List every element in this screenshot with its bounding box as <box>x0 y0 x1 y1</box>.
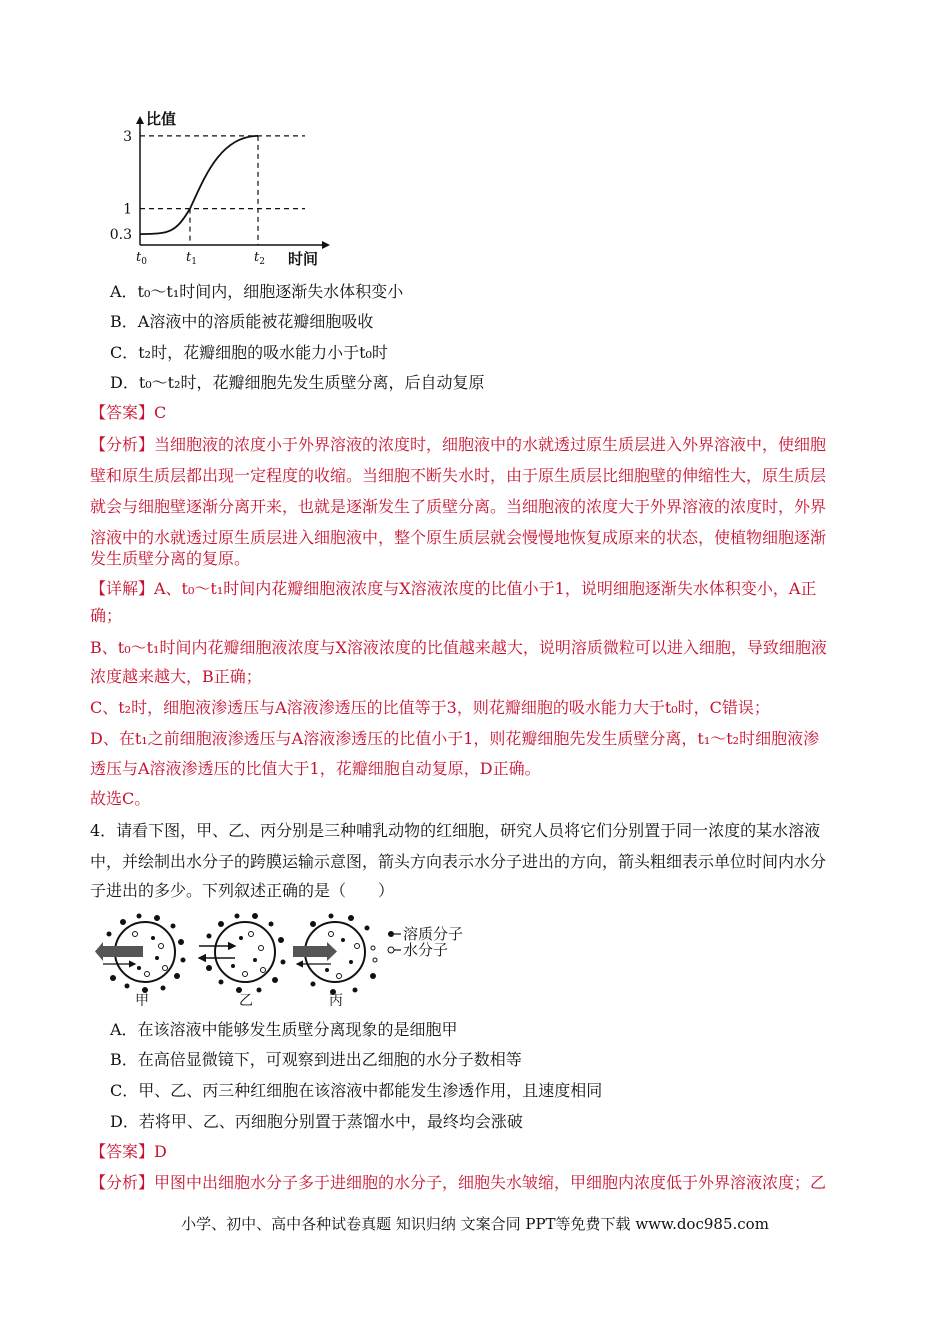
q4-option-a: A．在该溶液中能够发生质壁分离现象的是细胞甲 <box>110 1020 458 1039</box>
cell-bing <box>293 914 377 996</box>
x-tick-label: $t_2$ <box>254 250 265 267</box>
q4-analysis-line-1: 【分析】甲图中出细胞水分子多于进细胞的水分子，细胞失水皱缩，甲细胞内浓度低于外界溶液浓度；乙 <box>90 1173 827 1192</box>
cell-label-bing: 丙 <box>329 993 343 1007</box>
q3-analysis-line-4: 溶液中的水就透过原生质层进入细胞液中，整个原生质层就会慢慢地恢复成原来的状态，使植物细胞逐渐 <box>90 528 827 547</box>
q3-detail-line-6: D、在t₁之前细胞液渗透压与A溶液渗透压的比值小于1，则花瓣细胞先发生质壁分离，t₁～t₂时细胞液渗 <box>90 729 820 748</box>
q3-answer: 【答案】C <box>90 403 167 422</box>
red-cells-diagram <box>95 912 485 1007</box>
ratio-time-chart <box>100 110 340 270</box>
q3-detail-line-1: 【详解】A、t₀～t₁时间内花瓣细胞液浓度与X溶液浓度的比值小于1，说明细胞逐渐失水体积变小，A正 <box>90 579 817 598</box>
diagram-legend <box>388 925 463 959</box>
q3-detail-line-3: B、t₀～t₁时间内花瓣细胞液浓度与X溶液浓度的比值越来越大，说明溶质微粒可以进入细胞，导致细胞液 <box>90 638 827 657</box>
legend-solute-label: 溶质分子 <box>403 925 464 943</box>
cell-yi <box>199 913 286 993</box>
cell-label-jia: 甲 <box>135 993 149 1007</box>
y-tick-label: 1 <box>123 201 132 218</box>
q4-stem-line-1: 4．请看下图，甲、乙、丙分别是三种哺乳动物的红细胞，研究人员将它们分别置于同一浓度的某水溶液 <box>90 821 821 840</box>
x-axis-arrow <box>322 241 330 249</box>
q4-option-c: C．甲、乙、丙三种红细胞在该溶液中都能发生渗透作用，且速度相同 <box>110 1081 603 1100</box>
q3-detail-line-7: 透压与A溶液渗透压的比值大于1，花瓣细胞自动复原，D正确。 <box>90 759 541 778</box>
q4-stem-line-2: 中，并绘制出水分子的跨膜运输示意图，箭头方向表示水分子进出的方向，箭头粗细表示单位时间内水分 <box>90 852 827 871</box>
cell-label-yi: 乙 <box>239 993 253 1007</box>
cell-jia <box>95 914 186 994</box>
legend-water-label: 水分子 <box>403 941 449 959</box>
q3-option-c: C．t₂时，花瓣细胞的吸水能力小于t₀时 <box>110 343 388 362</box>
x-tick-label: $t_1$ <box>186 250 197 267</box>
q4-stem-line-3: 子进出的多少。下列叙述正确的是（ ） <box>90 881 395 900</box>
q3-detail-line-5: C、t₂时，细胞液渗透压与A溶液渗透压的比值等于3，则花瓣细胞的吸水能力大于t₀时，C错误； <box>90 698 770 717</box>
q4-option-d: D．若将甲、乙、丙细胞分别置于蒸馏水中，最终均会涨破 <box>110 1112 523 1131</box>
q3-detail-line-4: 浓度越来越大，B正确； <box>90 667 262 686</box>
x-axis-label: 时间 <box>288 250 319 268</box>
x-tick-label: $t_0$ <box>136 250 147 267</box>
q3-option-b: B．A溶液中的溶质能被花瓣细胞吸收 <box>110 312 374 331</box>
q3-analysis-line-3: 就会与细胞壁逐渐分离开来，也就是逐渐发生了质壁分离。当细胞液的浓度大于外界溶液的浓度时，外界 <box>90 497 827 516</box>
q3-detail-line-2: 确； <box>90 606 123 625</box>
q3-option-d: D．t₀～t₂时，花瓣细胞先发生质壁分离，后自动复原 <box>110 373 485 392</box>
q3-option-a: A．t₀～t₁时间内，细胞逐渐失水体积变小 <box>110 282 404 301</box>
q3-detail-line-8: 故选C。 <box>90 789 151 808</box>
page-footer: 小学、初中、高中各种试卷真题 知识归纳 文案合同 PPT等免费下载 www.doc985.com <box>181 1215 769 1233</box>
q4-answer: 【答案】D <box>90 1142 167 1161</box>
y-tick-label: 0.3 <box>109 227 132 244</box>
q3-analysis-line-5: 发生质壁分离的复原。 <box>90 549 251 568</box>
q4-option-b: B．在高倍显微镜下，可观察到进出乙细胞的水分子数相等 <box>110 1050 522 1069</box>
y-axis-arrow <box>136 116 144 124</box>
y-axis-label: 比值 <box>146 110 177 128</box>
series-line <box>140 136 258 234</box>
q3-analysis-line-2: 壁和原生质层都出现一定程度的收缩。当细胞不断失水时，由于原生质层比细胞壁的伸缩性大，原生质层 <box>90 466 827 485</box>
q3-analysis-line-1: 【分析】当细胞液的浓度小于外界溶液的浓度时，细胞液中的水就透过原生质层进入外界溶液中，使细胞 <box>90 435 827 454</box>
y-tick-label: 3 <box>123 128 132 145</box>
